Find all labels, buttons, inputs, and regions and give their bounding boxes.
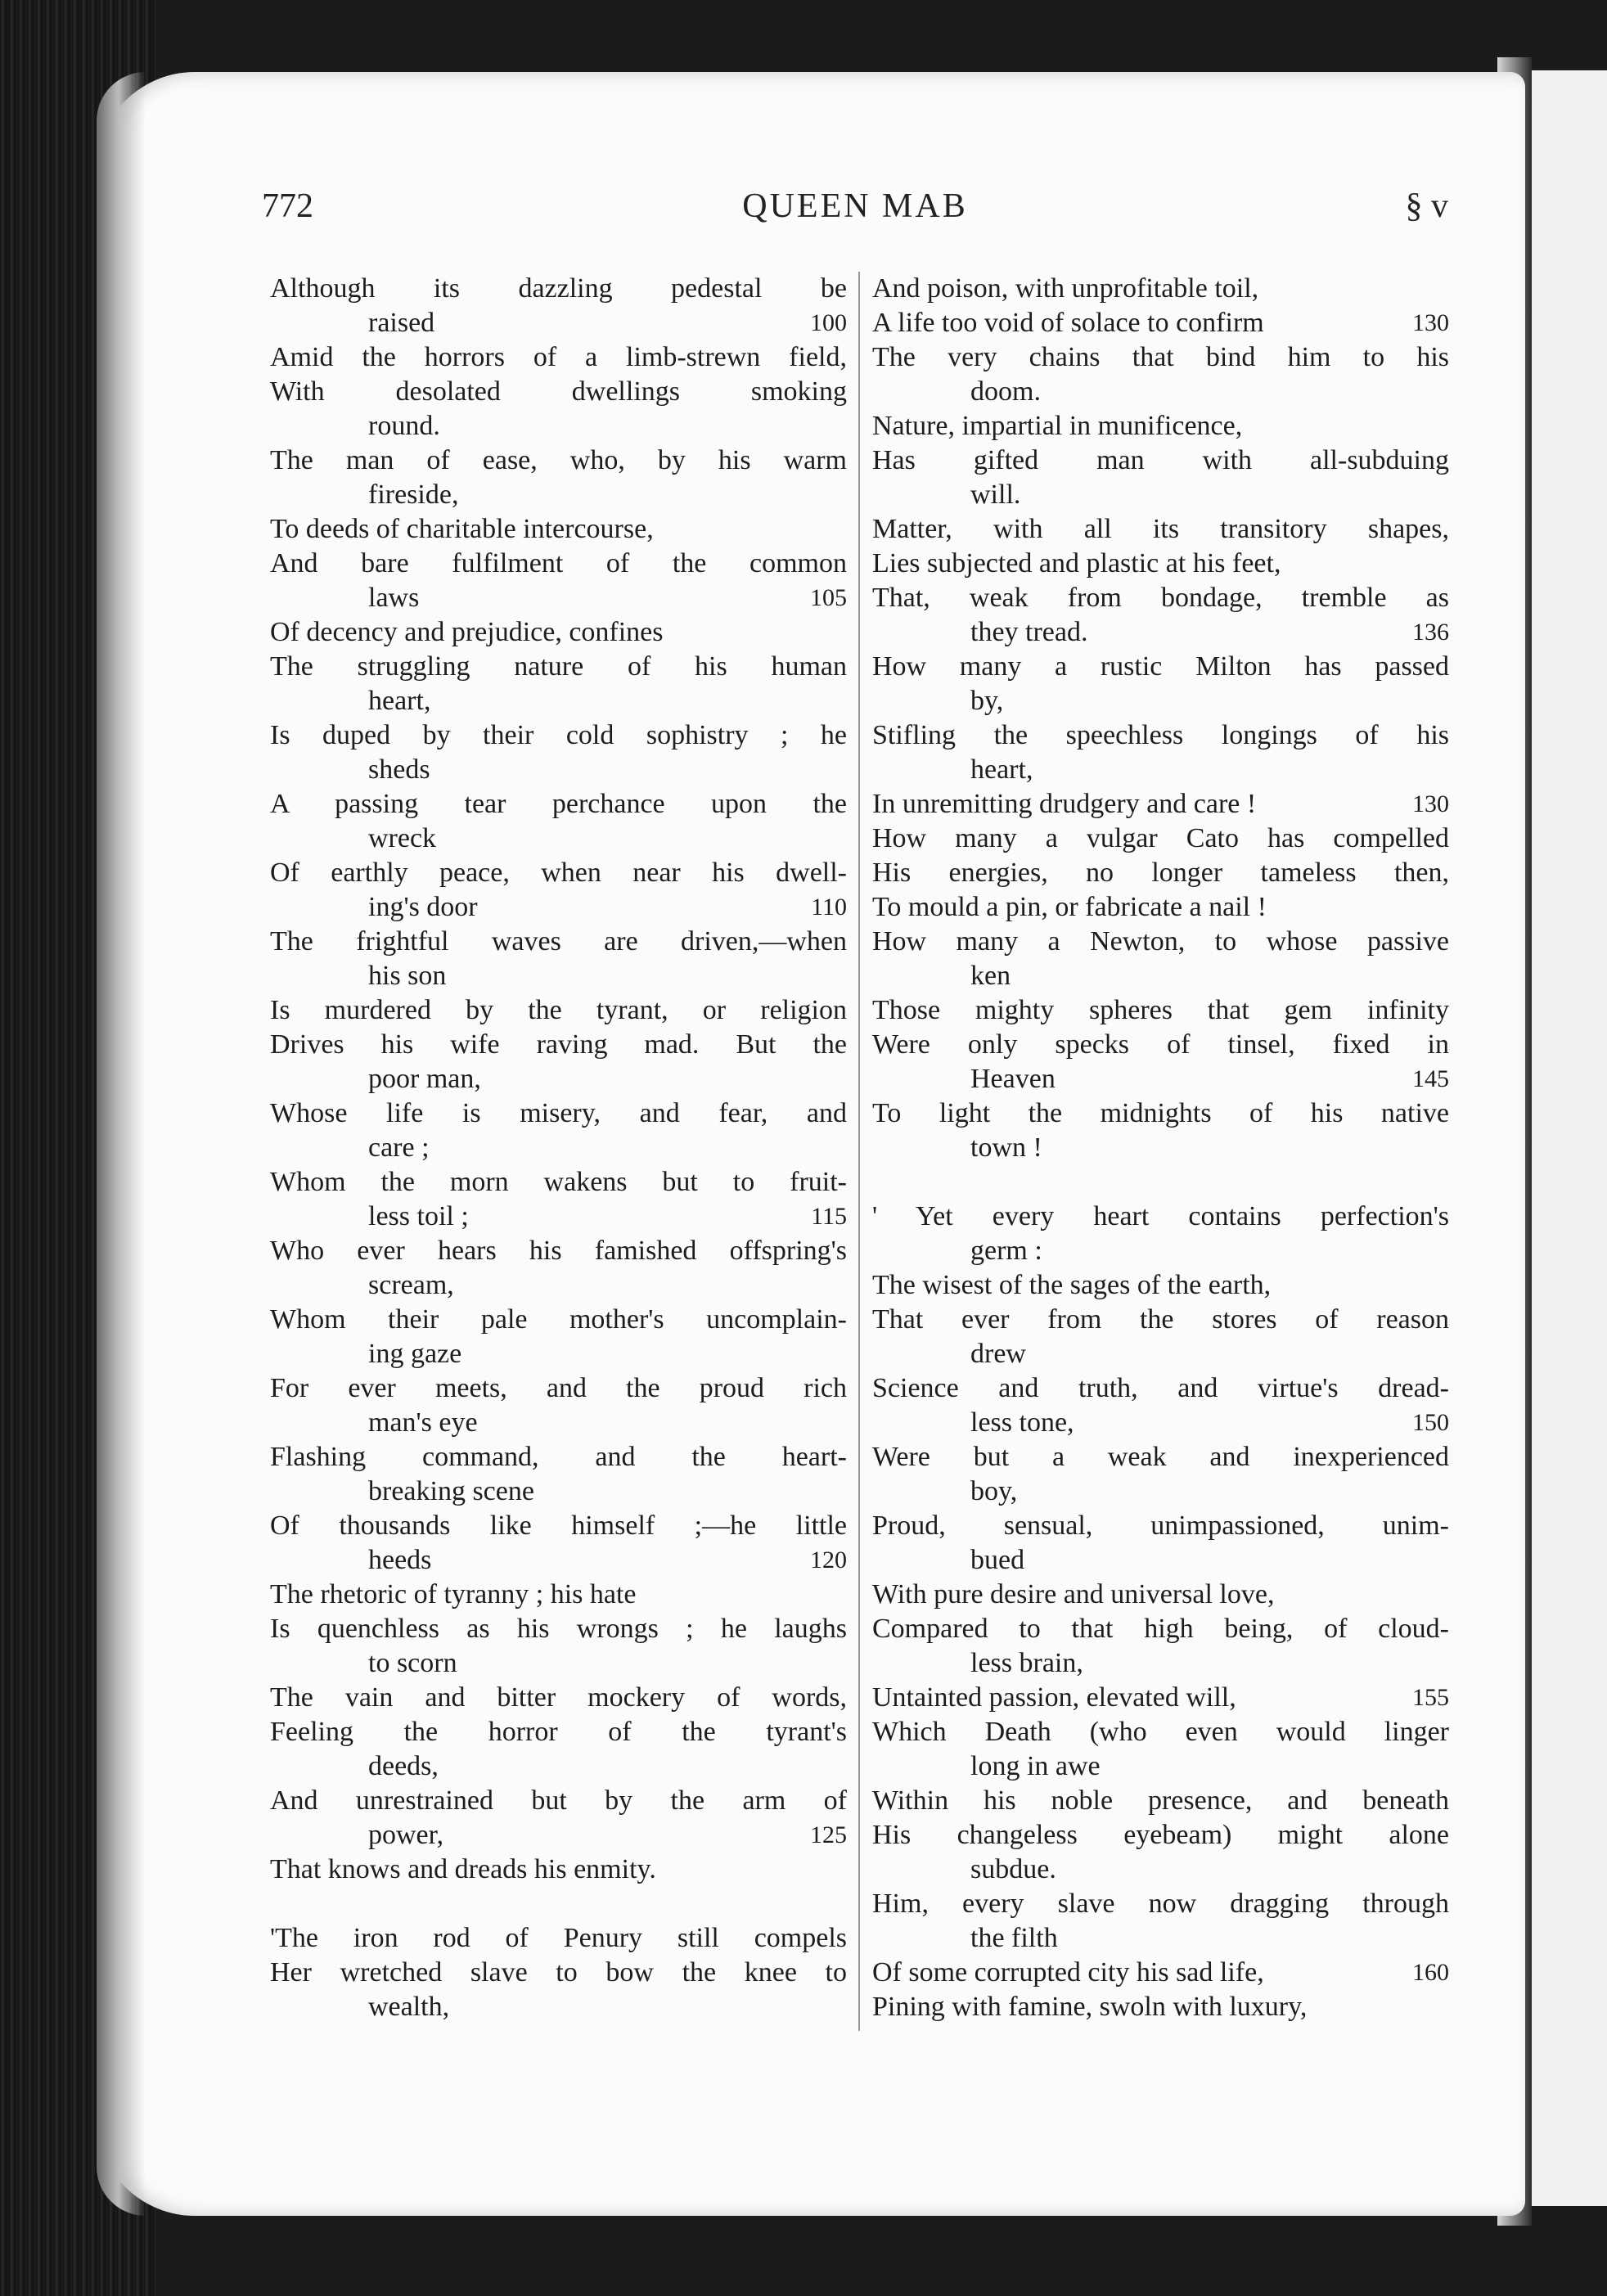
verse-line — [872, 822, 1449, 856]
verse-text: With pure desire and universal love, — [872, 1579, 1275, 1609]
verse-line — [872, 1681, 1449, 1715]
verse-line — [270, 856, 847, 890]
verse-line — [872, 856, 1449, 890]
verse-text: heeds — [368, 1545, 432, 1575]
verse-text: round. — [368, 411, 440, 441]
verse-text: Compared to that high being, of cloud- — [872, 1614, 1449, 1644]
verse-text: subdue. — [970, 1854, 1056, 1884]
verse-line — [872, 1234, 1449, 1268]
verse-line — [270, 1681, 847, 1715]
verse-text: The frightful waves are driven,—when — [270, 926, 847, 957]
verse-line — [270, 959, 847, 993]
verse-text: deeds, — [368, 1751, 439, 1781]
verse-text: less toil ; — [368, 1201, 469, 1231]
verse-line — [872, 340, 1449, 375]
verse-line — [270, 1371, 847, 1406]
verse-text: Those mighty spheres that gem infinity — [872, 995, 1449, 1025]
verse-line — [270, 1474, 847, 1509]
verse-text: drew — [970, 1339, 1026, 1369]
verse-line — [872, 1509, 1449, 1543]
verse-line — [872, 959, 1449, 993]
line-number: 120 — [810, 1546, 847, 1573]
verse-line — [270, 1749, 847, 1784]
verse-text: Science and truth, and virtue's dread- — [872, 1373, 1449, 1403]
verse-text: That ever from the stores of reason — [872, 1304, 1449, 1335]
verse-line — [270, 1268, 847, 1303]
line-number: 160 — [1412, 1959, 1449, 1986]
verse-line — [872, 581, 1449, 615]
verse-text: raised — [368, 308, 435, 338]
section-marker: § v — [1405, 187, 1448, 225]
verse-line — [270, 1784, 847, 1818]
verse-text: sheds — [368, 754, 430, 785]
verse-line — [270, 1578, 847, 1612]
page-number: 772 — [262, 187, 313, 225]
verse-line — [270, 1131, 847, 1165]
stanza-break — [872, 1165, 1449, 1200]
verse-line — [872, 1406, 1449, 1440]
verse-line — [270, 1612, 847, 1646]
verse-line — [270, 1234, 847, 1268]
verse-text: Who ever hears his famished offspring's — [270, 1236, 847, 1266]
verse-text: less tone, — [970, 1407, 1074, 1438]
line-number: 105 — [810, 584, 847, 611]
verse-text: To light the midnights of his native — [872, 1098, 1449, 1128]
verse-text: wealth, — [368, 1992, 450, 2022]
verse-text: Amid the horrors of a limb-strewn field, — [270, 342, 847, 372]
left-column — [270, 272, 847, 2024]
verse-line — [872, 478, 1449, 512]
verse-line — [872, 1543, 1449, 1578]
verse-text: The struggling nature of his human — [270, 651, 847, 682]
verse-text: To mould a pin, or fabricate a nail ! — [872, 892, 1267, 922]
verse-line — [270, 615, 847, 650]
verse-text: germ : — [970, 1236, 1042, 1266]
verse-text: scream, — [368, 1270, 454, 1300]
verse-line — [872, 1818, 1449, 1853]
verse-line — [270, 650, 847, 684]
verse-line — [872, 443, 1449, 478]
verse-text: The very chains that bind him to his — [872, 342, 1449, 372]
running-title: QUEEN MAB — [742, 187, 968, 225]
verse-line — [872, 306, 1449, 340]
verse-line — [872, 787, 1449, 822]
verse-text: With desolated dwellings smoking — [270, 376, 847, 407]
verse-text: Of thousands like himself ;—he little — [270, 1510, 847, 1541]
verse-text: Proud, sensual, unimpassioned, unim- — [872, 1510, 1449, 1541]
verse-line — [872, 1921, 1449, 1956]
verse-line — [270, 1096, 847, 1131]
verse-line — [270, 684, 847, 718]
verse-line — [270, 1853, 847, 1887]
verse-line — [872, 684, 1449, 718]
verse-line — [872, 1131, 1449, 1165]
verse-line — [270, 1440, 847, 1474]
verse-text: they tread. — [970, 617, 1088, 647]
verse-text: The vain and bitter mockery of words, — [270, 1682, 847, 1713]
verse-line — [270, 787, 847, 822]
verse-line — [270, 1990, 847, 2024]
verse-line — [270, 753, 847, 787]
verse-text: the filth — [970, 1923, 1058, 1953]
verse-line — [270, 1200, 847, 1234]
page-curl-shadow — [97, 72, 146, 2216]
verse-line — [872, 272, 1449, 306]
verse-text: his son — [368, 961, 447, 991]
verse-line — [872, 718, 1449, 753]
verse-text: Lies subjected and plastic at his feet, — [872, 548, 1281, 579]
line-number: 155 — [1412, 1684, 1449, 1711]
verse-line — [270, 1646, 847, 1681]
verse-text: ken — [970, 961, 1011, 991]
facing-page-edge — [1532, 70, 1607, 2206]
verse-text: Him, every slave now dragging through — [872, 1889, 1449, 1919]
verse-line — [270, 890, 847, 925]
verse-line — [872, 1646, 1449, 1681]
verse-line — [872, 1440, 1449, 1474]
verse-text: will. — [970, 479, 1021, 510]
verse-text: Is quenchless as his wrongs ; he laughs — [270, 1614, 847, 1644]
verse-text: His changeless eyebeam) might alone — [872, 1820, 1449, 1850]
line-number: 115 — [811, 1203, 847, 1230]
verse-line — [270, 993, 847, 1028]
line-number: 125 — [810, 1821, 847, 1848]
verse-line — [872, 1578, 1449, 1612]
verse-text: How many a Newton, to whose passive — [872, 926, 1449, 957]
verse-line — [872, 1715, 1449, 1749]
verse-line — [872, 753, 1449, 787]
verse-text: Stifling the speechless longings of his — [872, 720, 1449, 750]
verse-line — [270, 306, 847, 340]
verse-text: The rhetoric of tyranny ; his hate — [270, 1579, 637, 1609]
verse-text: Heaven — [970, 1064, 1056, 1094]
verse-text: His energies, no longer tameless then, — [872, 858, 1449, 888]
verse-text: For ever meets, and the proud rich — [270, 1373, 847, 1403]
verse-line — [872, 1990, 1449, 2024]
verse-text: Pining with famine, swoln with luxury, — [872, 1992, 1308, 2022]
verse-text: ing gaze — [368, 1339, 462, 1369]
verse-line — [872, 375, 1449, 409]
verse-line — [872, 890, 1449, 925]
verse-text: Nature, impartial in munificence, — [872, 411, 1243, 441]
verse-line — [872, 1612, 1449, 1646]
verse-text: A passing tear perchance upon the — [270, 789, 847, 819]
verse-line — [872, 1028, 1449, 1062]
verse-text: long in awe — [970, 1751, 1101, 1781]
verse-text: man's eye — [368, 1407, 478, 1438]
verse-text: heart, — [368, 686, 431, 716]
verse-text: breaking scene — [368, 1476, 534, 1506]
verse-line — [872, 1268, 1449, 1303]
verse-text: In unremitting drudgery and care ! — [872, 789, 1257, 819]
verse-text: Were but a weak and inexperienced — [872, 1442, 1449, 1472]
verse-text: Whose life is misery, and fear, and — [270, 1098, 847, 1128]
verse-text: fireside, — [368, 479, 459, 510]
line-number: 130 — [1412, 309, 1449, 336]
verse-line — [270, 512, 847, 547]
verse-line — [270, 1028, 847, 1062]
line-number: 145 — [1412, 1065, 1449, 1092]
verse-line — [872, 512, 1449, 547]
verse-text: ing's door — [368, 892, 478, 922]
verse-line — [872, 1303, 1449, 1337]
verse-text: power, — [368, 1820, 444, 1850]
verse-line — [270, 547, 847, 581]
line-number: 136 — [1412, 619, 1449, 646]
verse-line — [872, 1337, 1449, 1371]
verse-text: A life too void of solace to confirm — [872, 308, 1264, 338]
verse-line — [270, 272, 847, 306]
verse-line — [270, 375, 847, 409]
verse-line — [270, 340, 847, 375]
verse-text: less brain, — [970, 1648, 1083, 1678]
verse-text: Although its dazzling pedestal be — [270, 273, 847, 304]
verse-text: Of some corrupted city his sad life, — [872, 1957, 1264, 1988]
verse-text: 'The iron rod of Penury still compels — [270, 1923, 847, 1953]
verse-line — [270, 1337, 847, 1371]
line-number: 130 — [1412, 790, 1449, 817]
verse-text: Of decency and prejudice, confines — [270, 617, 664, 647]
verse-line — [270, 1406, 847, 1440]
verse-line — [872, 1887, 1449, 1921]
verse-line — [872, 1200, 1449, 1234]
verse-text: by, — [970, 686, 1004, 716]
verse-line — [270, 1956, 847, 1990]
verse-text: How many a rustic Milton has passed — [872, 651, 1449, 682]
right-column — [872, 272, 1449, 2024]
verse-line — [872, 547, 1449, 581]
verse-text: Is duped by their cold sophistry ; he — [270, 720, 847, 750]
verse-text: Within his noble presence, and beneath — [872, 1785, 1449, 1816]
verse-line — [872, 1749, 1449, 1784]
verse-line — [270, 1303, 847, 1337]
verse-line — [270, 1543, 847, 1578]
verse-text: town ! — [970, 1132, 1042, 1163]
verse-text: Drives his wife raving mad. But the — [270, 1029, 847, 1060]
verse-text: That knows and dreads his enmity. — [270, 1854, 656, 1884]
verse-text: The man of ease, who, by his warm — [270, 445, 847, 475]
verse-line — [872, 925, 1449, 959]
verse-text: That, weak from bondage, tremble as — [872, 583, 1449, 613]
verse-text: bued — [970, 1545, 1025, 1575]
verse-line — [872, 1062, 1449, 1096]
stanza-break — [270, 1887, 847, 1921]
verse-text: How many a vulgar Cato has compelled — [872, 823, 1449, 853]
verse-text: Has gifted man with all-subduing — [872, 445, 1449, 475]
verse-text: Were only specks of tinsel, fixed in — [872, 1029, 1449, 1060]
verse-line — [270, 581, 847, 615]
verse-text: Flashing command, and the heart- — [270, 1442, 847, 1472]
verse-text: care ; — [368, 1132, 430, 1163]
verse-line — [872, 650, 1449, 684]
verse-text: Which Death (who even would linger — [872, 1717, 1449, 1747]
verse-text: poor man, — [368, 1064, 481, 1094]
verse-line — [270, 478, 847, 512]
verse-line — [872, 993, 1449, 1028]
verse-text: The wisest of the sages of the earth, — [872, 1270, 1272, 1300]
verse-line — [270, 1165, 847, 1200]
verse-text: Of earthly peace, when near his dwell- — [270, 858, 847, 888]
verse-text: Her wretched slave to bow the knee to — [270, 1957, 847, 1988]
column-divider — [858, 272, 860, 2031]
verse-line — [872, 1956, 1449, 1990]
verse-text: to scorn — [368, 1648, 457, 1678]
page-header — [262, 187, 1448, 236]
verse-text: Whom the morn wakens but to fruit- — [270, 1167, 847, 1197]
verse-text: To deeds of charitable intercourse, — [270, 514, 654, 544]
verse-line — [872, 1371, 1449, 1406]
verse-text: laws — [368, 583, 420, 613]
verse-text: And unrestrained but by the arm of — [270, 1785, 847, 1816]
verse-line — [872, 1096, 1449, 1131]
verse-text: Untainted passion, elevated will, — [872, 1682, 1236, 1713]
verse-text: And bare fulfilment of the common — [270, 548, 847, 579]
verse-text: Whom their pale mother's uncomplain- — [270, 1304, 847, 1335]
verse-line — [872, 1853, 1449, 1887]
verse-line — [270, 1062, 847, 1096]
verse-line — [270, 822, 847, 856]
verse-line — [270, 1509, 847, 1543]
verse-text: doom. — [970, 376, 1041, 407]
verse-line — [270, 409, 847, 443]
verse-text: wreck — [368, 823, 437, 853]
verse-text: boy, — [970, 1476, 1018, 1506]
verse-line — [270, 1715, 847, 1749]
verse-text: Matter, with all its transitory shapes, — [872, 514, 1449, 544]
verse-line — [872, 409, 1449, 443]
verse-line — [270, 718, 847, 753]
line-number: 100 — [810, 309, 847, 336]
verse-text: heart, — [970, 754, 1033, 785]
verse-line — [872, 615, 1449, 650]
verse-text: And poison, with unprofitable toil, — [872, 273, 1259, 304]
verse-line — [270, 443, 847, 478]
verse-line — [872, 1474, 1449, 1509]
line-number: 110 — [811, 894, 847, 921]
verse-line — [872, 1784, 1449, 1818]
verse-text: Feeling the horror of the tyrant's — [270, 1717, 847, 1747]
verse-text: ' Yet every heart contains perfection's — [872, 1201, 1449, 1231]
verse-line — [270, 925, 847, 959]
verse-line — [270, 1818, 847, 1853]
verse-line — [270, 1921, 847, 1956]
verse-text: Is murdered by the tyrant, or religion — [270, 995, 847, 1025]
line-number: 150 — [1412, 1409, 1449, 1436]
